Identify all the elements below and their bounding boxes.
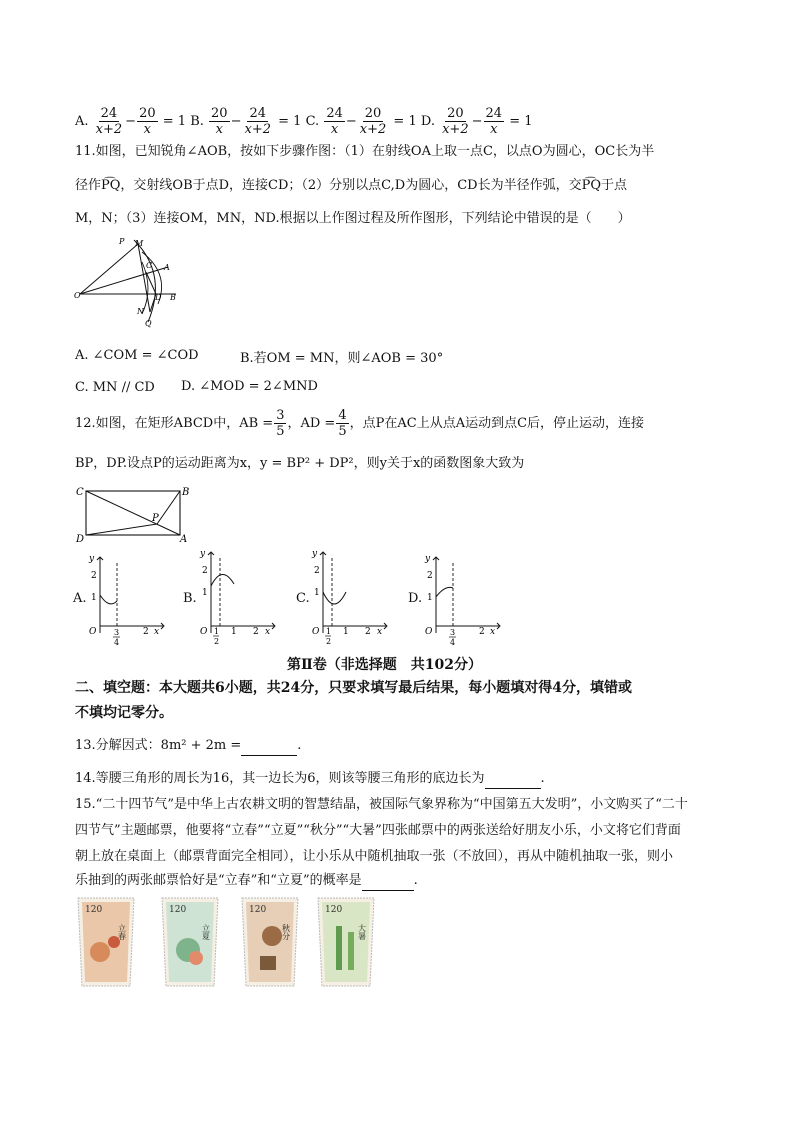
svg-text:P: P: [152, 513, 159, 524]
svg-text:1: 1: [202, 588, 208, 598]
q12-line2: BP，DP.设点P的运动距离为x，y = BP² + DP²，则y关于x的函数图象大致为: [75, 456, 525, 471]
section2-line1: 二、填空题：本大题共6小题，共24分，只要求填写最后结果，每小题填对得4分，填错或: [75, 680, 632, 696]
q11-line3: M，N；（3）连接OM，MN，ND.根据以上作图过程及所作图形，下列结论中错误的是（ ）: [75, 211, 631, 226]
q10-a-frac2: $\frac{20}{x}$: [139, 106, 156, 137]
q10-d-frac1: $\frac{20}{x+2}$: [442, 106, 469, 137]
q15-line1: 15.“二十四节气”是中华上古农耕文明的智慧结晶，被国际气象界称为“中国第五大发明”，小文购买了“二十: [75, 797, 688, 812]
svg-text:D: D: [76, 534, 85, 545]
q11-option-a: A. ∠COM = ∠COD: [75, 348, 199, 363]
svg-text:y: y: [425, 554, 431, 564]
label-q: Q: [145, 319, 152, 328]
svg-text:2: 2: [143, 627, 149, 637]
q13: 13.分解因式：8m² + 2m = .: [75, 737, 301, 756]
label-o: O: [74, 291, 81, 300]
svg-text:120: 120: [169, 905, 187, 915]
svg-text:2: 2: [253, 627, 259, 637]
stamp-lichun: [76, 896, 136, 988]
svg-text:120: 120: [249, 905, 267, 915]
svg-text:C: C: [76, 487, 84, 498]
q12-graph-b: [196, 546, 276, 646]
q10-b-frac2: $\frac{24}{x+2}$: [244, 106, 271, 137]
label-m: M: [135, 239, 144, 248]
svg-text:120: 120: [325, 905, 343, 915]
svg-text:O: O: [425, 627, 433, 637]
label-n: N: [137, 307, 144, 316]
q12-graph-a: [85, 551, 165, 646]
svg-text:2: 2: [479, 627, 485, 637]
svg-text:x: x: [265, 627, 271, 637]
svg-text:O: O: [200, 627, 208, 637]
q15-line4: 乐抽到的两张邮票恰好是“立春”和“立夏”的概率是 .: [75, 872, 418, 891]
q11-line1: 11.如图，已知锐角∠AOB，按如下步骤作图：（1）在射线OA上取一点C，以点O为圆心，OC长为半: [75, 144, 655, 159]
q11-option-c: C. MN // CD: [75, 380, 155, 395]
q10-label-b: B.: [190, 114, 204, 129]
q12-graph-label-c: C.: [296, 591, 310, 606]
label-d: D: [155, 293, 162, 302]
q15-line3: 朝上放在桌面上（邮票背面完全相同），让小乐从中随机抽取一张（不放回），再从中随机抽取一张，则小: [75, 849, 674, 864]
q11-figure: [72, 234, 187, 330]
q12-line1: 12.如图，在矩形ABCD中，AB = $\frac{3}{5}$ ，AD = $\frac{4}{5}$ ，点P在AC上从点A运动到点C后，停止运动，连接: [75, 408, 645, 439]
label-p: P: [119, 237, 125, 246]
svg-text:秋分: 秋分: [281, 924, 291, 940]
svg-text:2: 2: [214, 637, 220, 646]
q12-graph-label-d: D.: [408, 591, 423, 606]
svg-text:立夏: 立夏: [201, 924, 211, 940]
svg-text:O: O: [312, 627, 320, 637]
svg-text:立春: 立春: [117, 924, 127, 940]
svg-text:2: 2: [427, 571, 433, 581]
svg-text:1: 1: [343, 627, 349, 637]
q12-graph-label-b: B.: [183, 591, 197, 606]
label-a: A: [164, 263, 170, 272]
stamp-qiufen: [240, 896, 300, 988]
q10-d-frac2: $\frac{24}{x}$: [485, 106, 503, 137]
svg-text:y: y: [312, 549, 318, 559]
section2-line2: 不填均记零分。: [75, 705, 173, 721]
svg-text:1: 1: [314, 588, 320, 598]
svg-text:3: 3: [114, 628, 120, 637]
q10-options: A. $\frac{24}{x+2}$ − $\frac{20}{x}$ = 1 B. $\frac{20}{x}$ − $\frac{24}{x+2}$ = 1 C. $\frac{24}{x}$ − $\frac{20}{x+2}$ = 1 D. $\frac{20}{x+2}$ − $\frac{24}{x}$ = 1: [75, 106, 533, 137]
svg-text:y: y: [200, 549, 206, 559]
label-c: C: [146, 261, 153, 270]
svg-text:2: 2: [91, 571, 97, 581]
q11-option-d: D. ∠MOD = 2∠MND: [181, 379, 318, 394]
part2-title: 第Ⅱ卷（非选择题 共102分）: [287, 657, 483, 673]
svg-text:2: 2: [314, 566, 320, 576]
svg-text:2: 2: [365, 627, 371, 637]
svg-text:4: 4: [450, 638, 456, 646]
q14: 14.等腰三角形的周长为16，其一边长为6，则该等腰三角形的底边长为 .: [75, 770, 545, 789]
svg-text:1: 1: [326, 627, 332, 636]
svg-text:x: x: [154, 627, 160, 637]
svg-text:120: 120: [85, 905, 103, 915]
svg-text:1: 1: [91, 593, 97, 603]
q12-rectangle-figure: [72, 483, 192, 545]
svg-text:3: 3: [450, 628, 456, 637]
q10-b-frac1: $\frac{20}{x}$: [211, 106, 228, 137]
q12-graph-d: [421, 551, 501, 646]
svg-text:1: 1: [214, 627, 220, 636]
svg-text:O: O: [89, 627, 97, 637]
q10-label-c: C.: [305, 114, 320, 129]
svg-text:大暑: 大暑: [357, 924, 367, 940]
svg-text:x: x: [490, 627, 496, 637]
q15-line2: 四节气”主题邮票，他要将“立春”“立夏”“秋分”“大暑”四张邮票中的两张送给好朋友小乐，小文将它们背面: [75, 823, 681, 838]
stamp-dashu: [316, 896, 376, 988]
q11-option-b: B.若OM = MN，则∠AOB = 30°: [240, 351, 444, 366]
q10-label-d: D.: [420, 114, 435, 129]
svg-text:A: A: [180, 534, 188, 545]
q14-answer-blank[interactable]: [485, 770, 541, 789]
q13-answer-blank[interactable]: [241, 737, 297, 756]
q10-c-frac1: $\frac{24}{x}$: [326, 106, 343, 137]
svg-text:x: x: [377, 627, 383, 637]
stamp-lixia: [160, 896, 220, 988]
q10-label-a: A.: [75, 114, 89, 129]
svg-text:y: y: [89, 554, 95, 564]
q11-line2: 径作P͡Q，交射线OB于点D，连接CD；（2）分别以点C,D为圆心，CD长为半径作弧，交P͡Q于点: [75, 178, 627, 193]
q15-answer-blank[interactable]: [362, 872, 414, 891]
svg-text:B: B: [182, 487, 190, 498]
svg-text:2: 2: [202, 566, 208, 576]
svg-text:2: 2: [326, 637, 332, 646]
svg-text:4: 4: [114, 638, 120, 646]
q12-graph-c: [308, 546, 388, 646]
q12-graph-label-a: A.: [73, 591, 87, 606]
svg-text:1: 1: [427, 593, 433, 603]
q10-a-frac1: $\frac{24}{x+2}$: [95, 106, 123, 137]
label-b: B: [170, 293, 176, 302]
svg-text:1: 1: [231, 627, 237, 637]
q10-c-frac2: $\frac{20}{x+2}$: [359, 106, 387, 137]
